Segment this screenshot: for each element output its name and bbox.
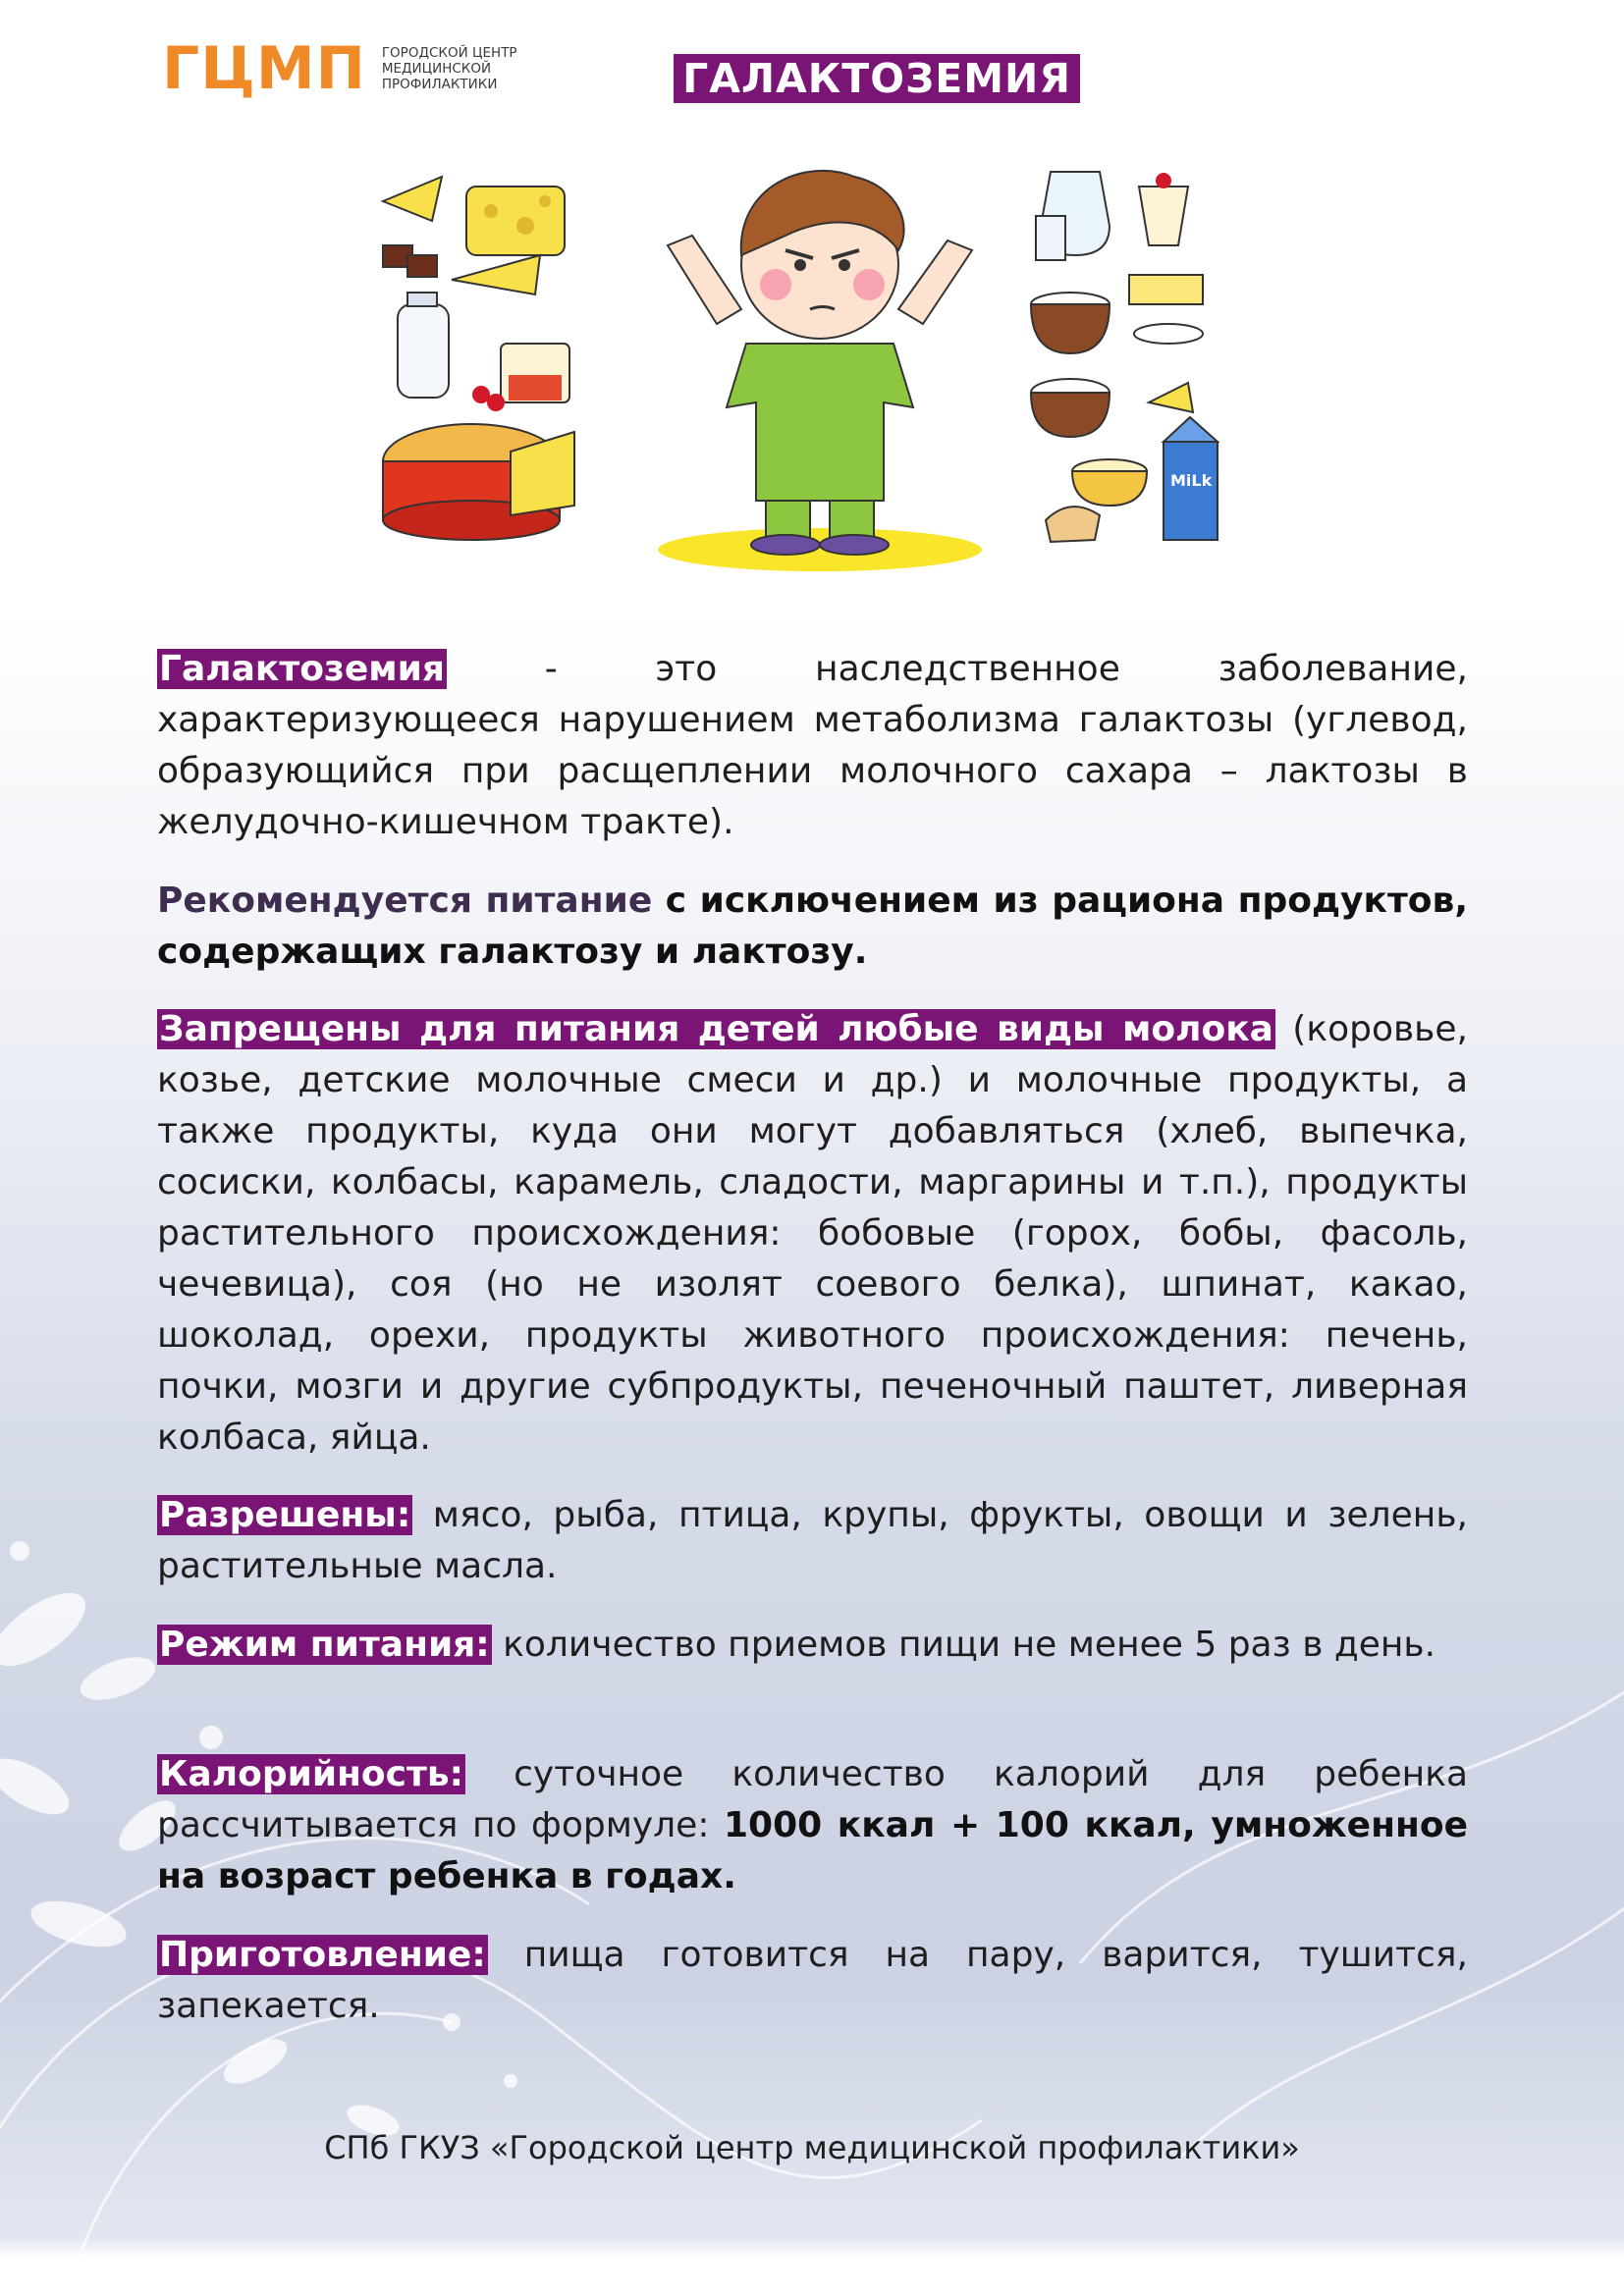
cheese-candy-dairy-icons xyxy=(383,177,574,540)
footer-organization: СПб ГКУЗ «Городской центр медицинской профилактики» xyxy=(324,2129,1300,2166)
logo-line: ГОРОДСКОЙ ЦЕНТР xyxy=(381,45,517,61)
paragraph-definition xyxy=(157,644,1468,848)
logo-line: ПРОФИЛАКТИКИ xyxy=(381,77,498,92)
paragraph-allowed xyxy=(157,1490,1468,1592)
term-highlight: Режим питания: xyxy=(159,1625,490,1665)
term-highlight: Калорийность: xyxy=(159,1754,464,1794)
term-highlight: Приготовление: xyxy=(159,1935,486,1975)
term-highlight: Галактоземия xyxy=(159,649,446,689)
logo-line: МЕДИЦИНСКОЙ xyxy=(381,61,492,77)
paragraph-text: (коровье, козье, детские молочные смеси и др.) и молочные продукты, а также продукты, куда они могут добавляться (хлеб, выпечка, сосиски, колбасы, карамель, сладости, маргарины и т.п.), продукты растительного происхождения: бобовые (горох, бобы, фасоль, чечевица), соя (но не изолят соевого белка), шпинат, какао, шоколад, орехи, продукты животного происхождения: печень, почки, мозги и другие субпродукты, печеночный паштет, ливерная колбаса, яйца. xyxy=(157,1009,1468,1458)
logo-subtitle xyxy=(382,45,517,92)
recommendation-lead: Рекомендуется питание xyxy=(157,881,653,921)
paragraph-text: мясо, рыба, птица, крупы, фрукты, овощи и зелень, растительные масла. xyxy=(157,1495,1468,1586)
paragraph-recommendation xyxy=(157,876,1468,978)
term-highlight: Запрещены для питания детей любые виды молока xyxy=(159,1009,1273,1049)
boy-refusing-icon xyxy=(658,171,982,571)
dairy-products-icons xyxy=(1031,172,1218,542)
paragraph-text: количество приемов пищи не менее 5 раз в день. xyxy=(491,1625,1436,1665)
paragraph-text: - это наследственное заболевание, характеризующееся нарушением метаболизма галактозы (углевод, образующийся при расщеплении молочного сахара – лактозы в желудочно-кишечном тракте). xyxy=(157,649,1468,842)
illustration xyxy=(363,157,1267,589)
paragraph-regimen xyxy=(157,1620,1468,1671)
milk-carton-label: MiLk xyxy=(1170,471,1213,490)
page-title: ГАЛАКТОЗЕМИЯ xyxy=(674,54,1080,103)
term-highlight: Разрешены: xyxy=(159,1495,411,1535)
paragraph-text: пища готовится на пару, варится, тушится, запекается. xyxy=(157,1935,1468,2026)
paragraph-text: с исключением из рациона продуктов, содержащих галактозу и лактозу. xyxy=(157,881,1469,972)
paragraph-forbidden xyxy=(157,1004,1468,1464)
paragraph-text: суточное количество калорий для ребенка рассчитывается по формуле: xyxy=(157,1754,1468,1845)
paragraph-calories xyxy=(157,1749,1468,1902)
logo-mark: ГЦМП xyxy=(162,34,366,103)
gcmp-logo xyxy=(162,34,517,103)
calorie-formula: 1000 ккал + 100 ккал, умноженное на возраст ребенка в годах. xyxy=(157,1805,1468,1896)
paragraph-cooking xyxy=(157,1930,1468,2032)
